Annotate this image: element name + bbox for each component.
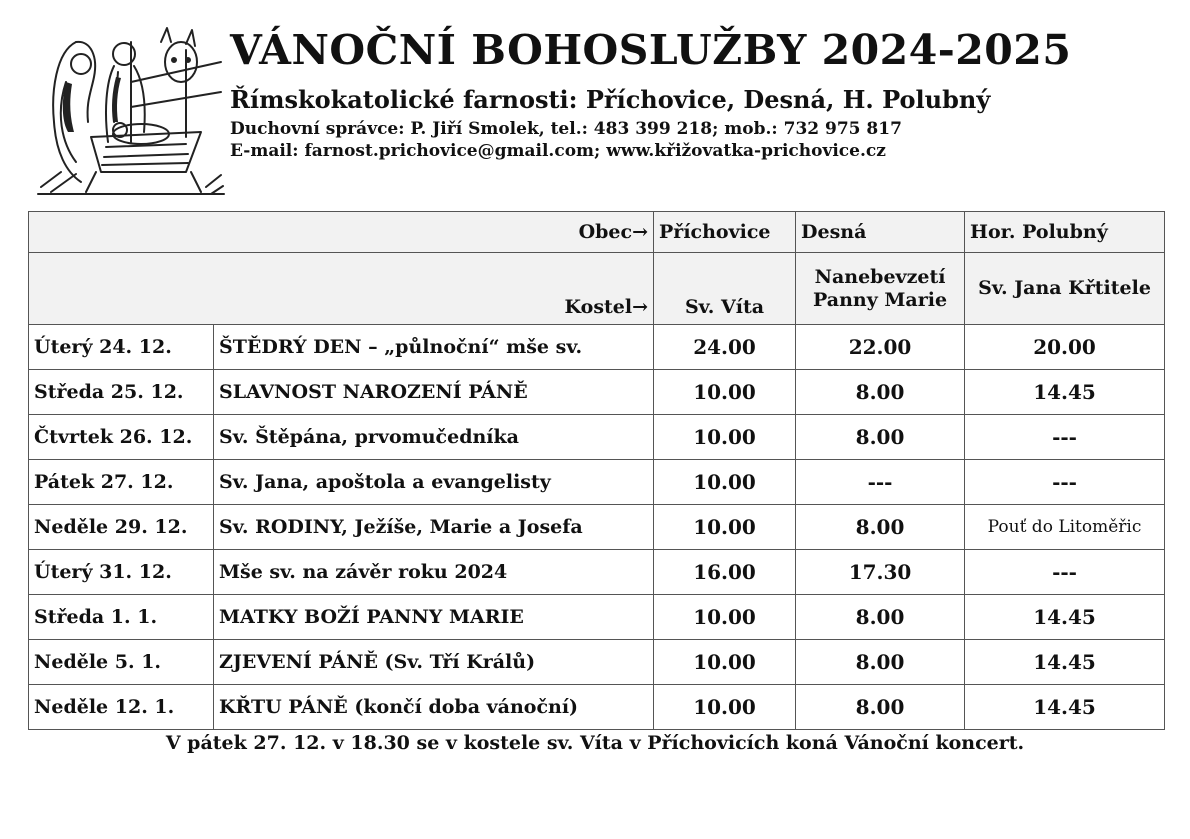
table-row [29,685,1165,730]
pilgrimage-note: Pouť do Litoměřic [965,505,1165,550]
church-polubny: Sv. Jana Křtitele [965,253,1165,325]
time-polubny: 20.00 [965,325,1165,370]
time-prichovice: 10.00 [654,460,796,505]
time-prichovice: 10.00 [654,640,796,685]
day-cell: Neděle 12. 1. [29,685,214,730]
nativity-scene-icon [36,22,226,197]
feast-cell: Sv. Jana, apoštola a evangelisty [214,460,654,505]
time-desna: 22.00 [796,325,965,370]
table-row [29,595,1165,640]
parishes-subtitle: Římskokatolické farnosti: Příchovice, Desná, H. Polubný [230,85,991,115]
time-desna: 8.00 [796,595,965,640]
time-polubny: 14.45 [965,370,1165,415]
day-cell: Neděle 29. 12. [29,505,214,550]
feast-cell: Sv. Štěpána, prvomučedníka [214,415,654,460]
table-row [29,370,1165,415]
feast-cell: ZJEVENÍ PÁNĚ (Sv. Tří Králů) [214,640,654,685]
page-header [230,28,1170,162]
church-header-row [29,253,1165,325]
feast-cell: Mše sv. na závěr roku 2024 [214,550,654,595]
feast-cell: KŘTU PÁNĚ (končí doba vánoční) [214,685,654,730]
time-prichovice: 16.00 [654,550,796,595]
schedule-rows [29,325,1165,730]
time-desna: 8.00 [796,415,965,460]
feast-cell: MATKY BOŽÍ PANNY MARIE [214,595,654,640]
time-polubny: --- [965,460,1165,505]
village-polubny: Hor. Polubný [965,212,1165,253]
day-cell: Středa 1. 1. [29,595,214,640]
church-desna: Nanebevzetí Panny Marie [796,253,965,325]
mass-schedule-table [28,211,1165,730]
page-title: VÁNOČNÍ BOHOSLUŽBY 2024-2025 [230,26,1072,74]
time-polubny: --- [965,550,1165,595]
day-cell: Čtvrtek 26. 12. [29,415,214,460]
time-polubny: 14.45 [965,640,1165,685]
day-cell: Úterý 31. 12. [29,550,214,595]
time-desna: 17.30 [796,550,965,595]
village-label: Obec→ [29,212,654,253]
day-cell: Středa 25. 12. [29,370,214,415]
contact-info: E-mail: farnost.prichovice@gmail.com; www.křižovatka-prichovice.cz [230,141,886,162]
village-prichovice: Příchovice [654,212,796,253]
table-row [29,640,1165,685]
time-prichovice: 10.00 [654,370,796,415]
table-row [29,415,1165,460]
time-polubny: --- [965,415,1165,460]
day-cell: Pátek 27. 12. [29,460,214,505]
time-prichovice: 10.00 [654,685,796,730]
time-polubny: 14.45 [965,595,1165,640]
table-row [29,460,1165,505]
day-cell: Neděle 5. 1. [29,640,214,685]
time-desna: 8.00 [796,685,965,730]
administrator-info: Duchovní správce: P. Jiří Smolek, tel.: 483 399 218; mob.: 732 975 817 [230,119,902,140]
village-header-row [29,212,1165,253]
concert-note: V pátek 27. 12. v 18.30 se v kostele sv. Víta v Příchovicích koná Vánoční koncert. [165,732,1025,754]
feast-cell: Sv. RODINY, Ježíše, Marie a Josefa [214,505,654,550]
time-prichovice: 10.00 [654,415,796,460]
feast-cell: SLAVNOST NAROZENÍ PÁNĚ [214,370,654,415]
table-row [29,325,1165,370]
table-row [29,505,1165,550]
time-desna: 8.00 [796,640,965,685]
time-polubny: 14.45 [965,685,1165,730]
table-row [29,550,1165,595]
time-prichovice: 24.00 [654,325,796,370]
time-prichovice: 10.00 [654,505,796,550]
feast-cell: ŠTĚDRÝ DEN – „půlnoční“ mše sv. [214,325,654,370]
time-prichovice: 10.00 [654,595,796,640]
time-desna: 8.00 [796,370,965,415]
day-cell: Úterý 24. 12. [29,325,214,370]
time-desna: 8.00 [796,505,965,550]
time-desna: --- [796,460,965,505]
church-label: Kostel→ [29,253,654,325]
village-desna: Desná [796,212,965,253]
church-prichovice: Sv. Víta [654,253,796,325]
